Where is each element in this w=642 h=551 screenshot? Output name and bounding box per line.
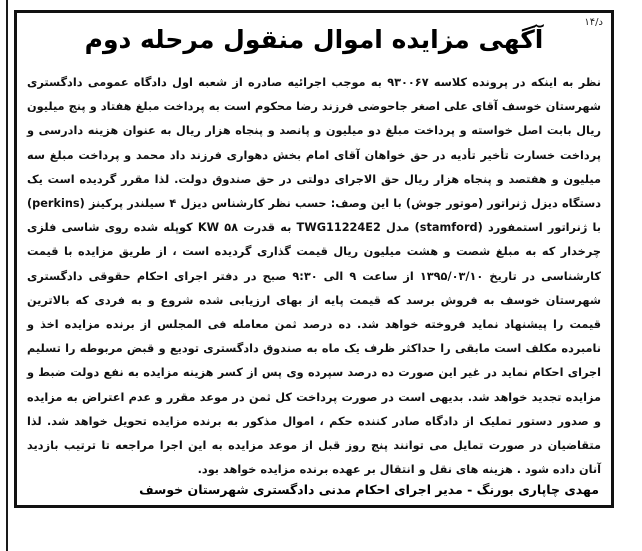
column-divider-line — [6, 0, 8, 551]
notice-body: نظر به اینکه در پرونده کلاسه ۹۳۰۰۶۷ به موجب اجرائیه صادره از شعبه اول دادگاه عمومی دادگستری شهرستان خوسف آقای علی اصغر جاحوضی فرزند رضا محکوم است به پرداخت مبلغ هفتاد و پنج میلیون ریال بابت اصل خواسته و پرداخت مبلغ دو میلیون و پانصد و پنجاه هزار ریال به عنوان هزینه دادرسی و پرداخت خسارت تأخیر تأدیه در حق خواهان آقای امام بخش دهواری فرزند داد محمد و پرداخت مبلغ سه میلیون و هفتصد و پنجاه هزار ریال حق الاجرای دولتی در حق صندوق دولت. لذا مقرر گردیده است یک دستگاه دیزل ژنراتور (موتور جوش) با این وصف: حسب نظر کارشناس دیزل ۴ سیلندر پرکینز (perkins) با ژنراتور استمفورد (stamford) مدل TWG11224E2 به قدرت ۵۸ KW کوپله شده روی شاسی فلزی چرخدار که به مبلغ شصت و هشت میلیون ریال قیمت گذاری گردیده است ، از طریق مزایده با قیمت کارشناسی در تاریخ ۱۳۹۵/۰۳/۱۰ از ساعت ۹ الی ۹:۳۰ صبح در دفتر اجرای احکام حقوقی دادگستری شهرستان خوسف به فروش برسد که قیمت پایه از بهای ارزیابی شده شروع و به فردی که بالاترین قیمت را پیشنهاد نماید فروخته خواهد شد. ده درصد ثمن معامله فی المجلس از برنده مزایده اخذ و نامبرده مکلف است مابقی را حداکثر ظرف یک ماه به صندوق دادگستری تودیع و قبض مربوطه را تسلیم اجرای احکام نماید در غیر این صورت ده درصد سپرده وی پس از کسر هزینه مزایده به نفع دولت ضبط و مزایده تجدید خواهد شد. بدیهی است در صورت پرداخت کل ثمن در موعد مقرر و عدم اعتراض به مزایده و صدور دستور تملیک از دادگاه صادر کننده حکم ، اموال مذکور به برنده مزایده تحویل خواهد شد. لذا متقاضیان در صورت تمایل می توانند پنج روز قبل از موعد مزایده به این اجرا مراجعه تا ترتیب بازدید آنان داده شود . هزینه های نقل و انتقال بر عهده برنده مزایده خواهد بود. — [27, 76, 602, 477]
notice-title: آگهی مزایده اموال منقول مرحله دوم — [84, 25, 544, 54]
notice-signature: مهدی چاپاری بورنگ - مدیر اجرای احکام مدنی دادگستری شهرستان خوسف — [139, 482, 599, 497]
notice-frame — [14, 10, 614, 508]
notice-code: د/۱۴ — [584, 17, 603, 28]
